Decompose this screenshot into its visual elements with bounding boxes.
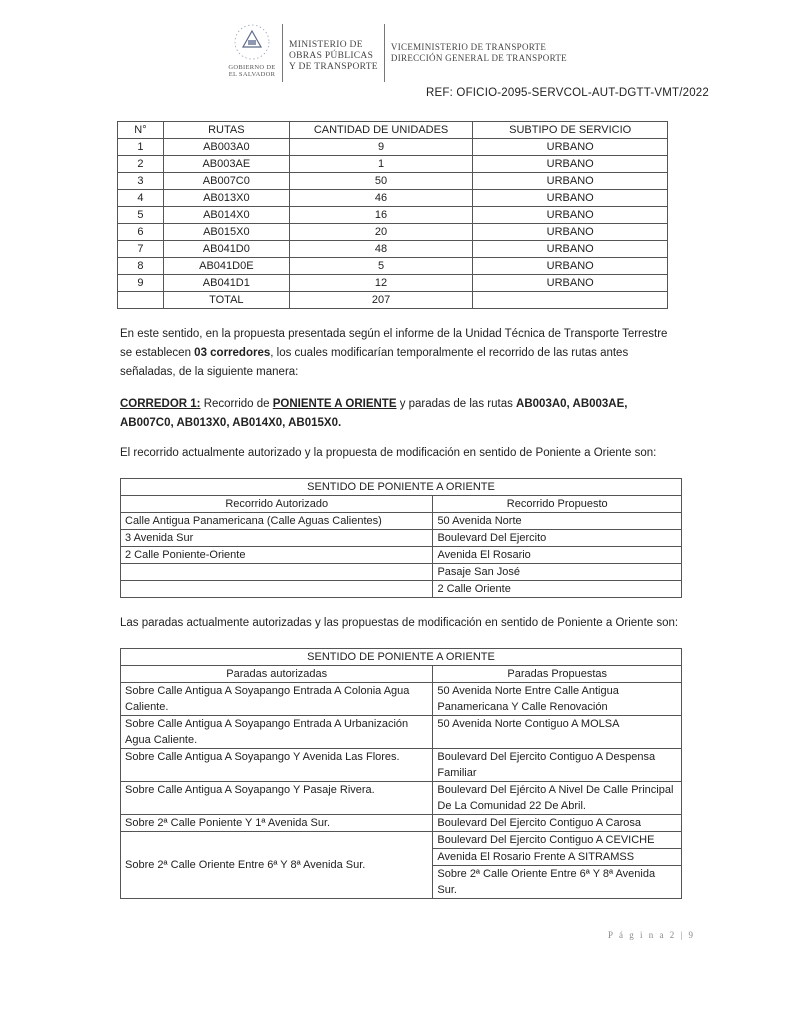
table-cell: 50 [289,173,473,190]
table-cell: Boulevard Del Ejercito Contiguo A Despensa Familiar [433,749,682,782]
table-cell: Pasaje San José [433,564,682,581]
table-cell: 50 Avenida Norte [433,513,682,530]
table-cell: URBANO [473,275,668,292]
table-cell: 20 [289,224,473,241]
table-row [118,275,668,292]
column-header: Recorrido Propuesto [433,496,682,513]
table-cell: Sobre 2ª Calle Oriente Entre 6ª Y 8ª Avenida Sur. [121,832,433,899]
column-header: Paradas autorizadas [121,666,433,683]
route-intro: El recorrido actualmente autorizado y la propuesta de modificación en sentido de Poniente a Oriente son: [120,447,657,459]
table-cell: Sobre 2ª Calle Oriente Entre 6ª Y 8ª Avenida Sur. [433,866,682,899]
total-value: 207 [289,292,473,309]
table-cell: Boulevard Del Ejercito Contiguo A Carosa [433,815,682,832]
table-cell: 9 [289,139,473,156]
total-row [118,292,668,309]
table-cell: AB003A0 [163,139,289,156]
table-row [121,513,682,530]
table-cell: Sobre Calle Antigua A Soyapango Y Avenida Las Flores. [121,749,433,782]
table-header-row [118,122,668,139]
table-cell: Avenida El Rosario Frente A SITRAMSS [433,849,682,866]
table-cell: AB041D0E [163,258,289,275]
letterhead [226,22,567,86]
table-cell: 2 Calle Poniente-Oriente [121,547,433,564]
vice-ministry-name [391,22,567,64]
table-cell: 6 [118,224,164,241]
corredor-routes: AB003A0, AB003AE, AB007C0, AB013X0, AB014X0, AB015X0. [120,398,628,429]
corredor-text: y paradas de las rutas [396,398,517,410]
table-row [118,139,668,156]
table-cell: 2 Calle Oriente [433,581,682,598]
table-row [121,683,682,716]
table-cell: 16 [289,207,473,224]
vice-line: VICEMINISTERIO DE TRANSPORTE [390,42,547,52]
table-cell: AB041D0 [163,241,289,258]
table-header-row [121,666,682,683]
column-header: CANTIDAD DE UNIDADES [289,122,473,139]
table-cell: 3 Avenida Sur [121,530,433,547]
table-cell: 46 [289,190,473,207]
table-cell: 12 [289,275,473,292]
table-row [121,832,682,849]
table-cell: Boulevard Del Ejército A Nivel De Calle Principal De La Comunidad 22 De Abril. [433,782,682,815]
table-cell: URBANO [473,190,668,207]
table-cell: AB014X0 [163,207,289,224]
ministry-line: Y DE TRANSPORTE [289,62,378,72]
table-cell: 50 Avenida Norte Entre Calle Antigua Panamericana Y Calle Renovación [433,683,682,716]
table-cell: Sobre Calle Antigua A Soyapango Y Pasaje Rivera. [121,782,433,815]
table-cell: URBANO [473,241,668,258]
table-cell: 5 [289,258,473,275]
table-header-row [121,496,682,513]
table-cell: URBANO [473,139,668,156]
page-number: P á g i n a 2 | 9 [608,930,695,940]
table-cell: Calle Antigua Panamericana (Calle Aguas Calientes) [121,513,433,530]
table-cell: URBANO [473,207,668,224]
table-cell: Avenida El Rosario [433,547,682,564]
table-row [121,581,682,598]
table-cell: Sobre Calle Antigua A Soyapango Entrada A Colonia Agua Caliente. [121,683,433,716]
table-title-row [121,479,682,496]
table-title: SENTIDO DE PONIENTE A ORIENTE [121,649,682,666]
table-cell: 48 [289,241,473,258]
table-cell: URBANO [473,173,668,190]
table-cell: AB007C0 [163,173,289,190]
table-cell [473,292,668,309]
table-row [121,716,682,749]
table-row [121,547,682,564]
reference-number: REF: OFICIO-2095-SERVCOL-AUT-DGTT-VMT/2022 [426,87,709,99]
table-cell: AB015X0 [163,224,289,241]
total-label: TOTAL [163,292,289,309]
table-cell: 4 [118,190,164,207]
table-cell [121,564,433,581]
table-title-row [121,649,682,666]
header-divider [282,24,283,82]
column-header: SUBTIPO DE SERVICIO [473,122,668,139]
header-divider [384,24,385,82]
el-salvador-seal-icon [232,22,272,62]
table-row [118,190,668,207]
table-row [118,156,668,173]
table-cell [118,292,164,309]
route-comparison-table [120,478,682,598]
table-cell [121,581,433,598]
table-cell: 1 [118,139,164,156]
table-cell: 3 [118,173,164,190]
ministry-line: MINISTERIO DE [289,40,363,50]
table-cell: Sobre 2ª Calle Poniente Y 1ª Avenida Sur. [121,815,433,832]
vice-line: DIRECCIÓN GENERAL DE TRANSPORTE [390,53,567,63]
stops-table [120,648,682,899]
table-cell: AB013X0 [163,190,289,207]
corredor-label: CORREDOR 1: [120,398,201,410]
stops-intro: Las paradas actualmente autorizadas y las propuestas de modificación en sentido de Poniente a Oriente son: [120,617,679,629]
intro-text: , los cuales modificarían temporalmente el recorrido de las rutas antes señaladas, de la siguiente manera: [120,347,629,378]
intro-bold: 03 corredores [194,347,271,359]
table-cell: URBANO [473,258,668,275]
corredor-text: Recorrido de [200,398,273,410]
table-cell: 2 [118,156,164,173]
table-cell: 1 [289,156,473,173]
corredor-paragraph [120,395,682,433]
table-row [118,207,668,224]
column-header: Recorrido Autorizado [121,496,433,513]
table-cell: URBANO [473,224,668,241]
table-row [121,564,682,581]
intro-text: En este sentido, en la propuesta presentada según el informe de la Unidad Técnica de Transporte Terrestre se establecen [120,328,668,359]
table-cell: 8 [118,258,164,275]
table-cell: Boulevard Del Ejercito Contiguo A CEVICHE [433,832,682,849]
table-title: SENTIDO DE PONIENTE A ORIENTE [121,479,682,496]
table-cell: 9 [118,275,164,292]
table-row [118,258,668,275]
table-row [121,782,682,815]
table-cell: 50 Avenida Norte Contiguo A MOLSA [433,716,682,749]
table-cell: Sobre Calle Antigua A Soyapango Entrada A Urbanización Agua Caliente. [121,716,433,749]
table-cell: AB003AE [163,156,289,173]
column-header: RUTAS [163,122,289,139]
table-row [121,815,682,832]
routes-table [117,121,668,309]
table-row [118,173,668,190]
ministry-line: OBRAS PÚBLICAS [289,51,374,61]
gov-label: GOBIERNO DE EL SALVADOR [228,64,276,78]
corredor-direction: PONIENTE A ORIENTE [272,398,397,410]
table-row [121,530,682,547]
government-seal [226,22,276,86]
table-row [118,241,668,258]
column-header: Paradas Propuestas [433,666,682,683]
table-row [118,224,668,241]
column-header: N° [118,122,164,139]
table-cell: 5 [118,207,164,224]
ministry-name [289,22,378,73]
table-cell: 7 [118,241,164,258]
table-row [121,749,682,782]
table-cell: AB041D1 [163,275,289,292]
table-cell: Boulevard Del Ejercito [433,530,682,547]
intro-paragraph [120,325,682,382]
table-cell: URBANO [473,156,668,173]
